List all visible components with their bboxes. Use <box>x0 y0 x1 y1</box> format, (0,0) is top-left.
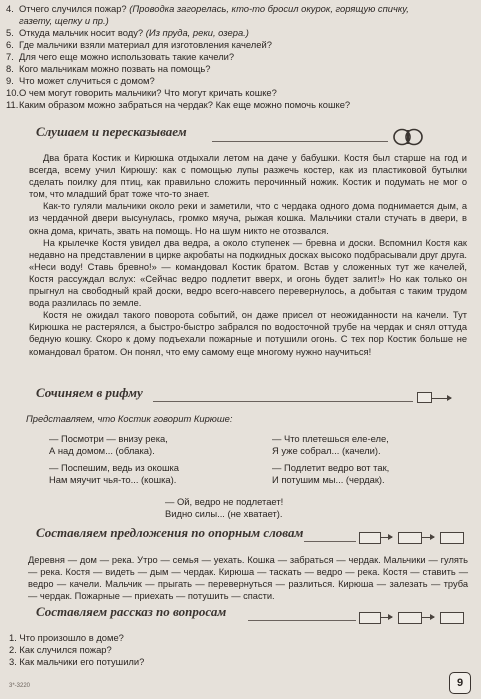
arrow-icon <box>380 537 392 538</box>
story-question: 2. Как случился пожар? <box>9 644 112 655</box>
scheme-box <box>398 532 422 544</box>
section-title-story-by-questions: Составляем рассказ по вопросам <box>36 604 227 619</box>
key-words-text <box>28 554 468 602</box>
scheme-box <box>440 532 464 544</box>
story-paragraph: На крылечке Костя увидел два ведра, а около ступенек — бревна и доски. Вспомнил Костя как недавно на представлении в цирке акробаты на подкидных досках высоко подбрасывали друг друга. «Неси воду! Ставь бревно!» — командовал Костик братом. Встав у сложенных тут же качелей, Костя рассуждал вслух: «Сейчас ведро подлетит вверх, и огонь будет залит!» Но как только он прыгнул на свободный край доски, ведро всего-навсего перевернулось, а добытая с таким трудом вода разлилась по земле. <box>29 237 467 309</box>
key-words-paragraph: Деревня — дом — река. Утро — семья — уехать. Кошка — забраться — чердак. Мальчики — гулять — река. Костя — видеть — дым — чердак. Кирюша — таскать — ведро — река. Костя — ставить — ведро — качели. Мальчик — прыгать — перевернуться — разлиться. Кирюша — залезать — труба — чердак. Пожарные — приехать — потушить — спасти. <box>28 555 468 602</box>
rhyme-center-line: — Ой, ведро не подлетает! <box>165 496 284 507</box>
rhyme-left-line: Нам мяучит чья-то... (кошка). <box>49 474 177 485</box>
rhyme-left-line: — Посмотри — внизу река, <box>49 433 168 444</box>
scheme-box <box>359 532 381 544</box>
scheme-box <box>440 612 464 624</box>
arrow-icon <box>431 398 451 399</box>
title-underline <box>153 401 413 402</box>
scheme-box <box>417 392 432 403</box>
rhyme-right-line: — Подлетит ведро вот так, <box>272 462 390 473</box>
title-underline <box>212 141 388 142</box>
scheme-box <box>359 612 381 624</box>
arrow-icon <box>421 537 434 538</box>
question-8: 8. Кого мальчикам можно позвать на помощь? <box>6 63 211 74</box>
story-text <box>29 152 467 358</box>
question-9: 9. Что может случиться с домом? <box>6 75 155 86</box>
page-number: 9 <box>449 672 471 694</box>
arrow-icon <box>380 617 392 618</box>
scheme-box <box>398 612 422 624</box>
title-underline <box>304 541 356 542</box>
ear-icon <box>393 128 425 146</box>
story-question: 1. Что произошло в доме? <box>9 632 124 643</box>
question-11: 11.Каким образом можно забраться на чердак? Как еще можно помочь кошке? <box>6 99 351 110</box>
story-question: 3. Как мальчики его потушили? <box>9 656 145 667</box>
rhyme-left-line: — Поспешим, ведь из окошка <box>49 462 179 473</box>
question-4-continued: газету, щепку и пр.) <box>19 15 109 26</box>
arrow-icon <box>421 617 434 618</box>
story-paragraph: Как-то гуляли мальчики около реки и заметили, что с чердака одного дома поднимается дым, а из чердачной двери высунулась, громко мяуча, рыжая кошка. Мальчики стали стучать в двери, в окна дома, кричать, звать на помощь. Но на шум никто не отозвался. <box>29 201 467 236</box>
story-paragraph: Два брата Костик и Кирюшка отдыхали летом на даче у бабушки. Костя был старше на год и всегда, всему учил Кирюшу: как с помощью лупы разжечь костер, как из пластиковой бутылки сделать поилку для птиц, как правильно сложить перочинный ножик. Костик и подумать не мог о том, что младший брат тоже что-то знает. <box>29 153 467 200</box>
rhyme-left-line: А над домом... (облака). <box>49 445 155 456</box>
print-code: 3*-3220 <box>9 683 31 689</box>
rhyme-intro: Представляем, что Костик говорит Кирюше: <box>26 413 233 424</box>
question-5: 5. Откуда мальчик носит воду? (Из пруда, реки, озера.) <box>6 27 249 38</box>
section-title-rhyme: Сочиняем в рифму <box>36 385 143 400</box>
rhyme-right-line: И потушим мы... (чердак). <box>272 474 385 485</box>
question-7: 7. Для чего еще можно использовать такие качели? <box>6 51 235 62</box>
title-underline <box>248 620 356 621</box>
rhyme-right-line: Я уже собрал... (качели). <box>272 445 381 456</box>
rhyme-center-line: Видно силы... (не хватает). <box>165 508 283 519</box>
story-paragraph: Костя не ожидал такого поворота событий, он даже присел от неожиданности на качели. Тут Кирюшка не растерялся, а быстро-быстро забрался по водосточной трубе на чердак и снял оттуда бедную кошку. Скоро к дому подъехали пожарные и потушили огонь. С тех пор Костик больше не командовал братом. Он понял, что ему самому еще многому нужно научиться! <box>29 310 467 357</box>
question-4: 4. Отчего случился пожар? (Проводка загорелась, кто-то бросил окурок, горящую спичку, <box>6 3 409 14</box>
rhyme-right-line: — Что плетешься еле-еле, <box>272 433 389 444</box>
question-10: 10.О чем могут говорить мальчики? Что могут кричать кошке? <box>6 87 277 98</box>
section-title-listen: Слушаем и пересказываем <box>36 124 187 139</box>
question-6: 6. Где мальчики взяли материал для изготовления качелей? <box>6 39 272 50</box>
section-title-sentences: Составляем предложения по опорным словам <box>36 525 304 540</box>
